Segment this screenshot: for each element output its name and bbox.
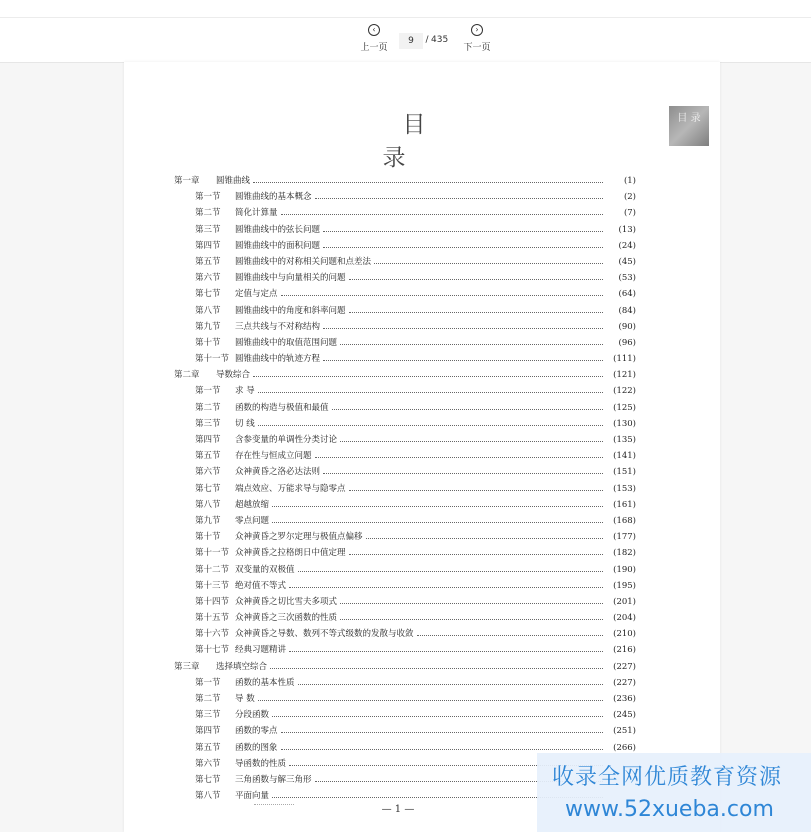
toc-title: 圆锥曲线中的对称相关问题和点差法 xyxy=(235,256,372,267)
toc-title: 定值与定点 xyxy=(235,289,278,300)
toc-page-number: (2) xyxy=(623,192,636,203)
toc-page-number: (84) xyxy=(618,305,636,316)
toc-page-number: (266) xyxy=(613,742,636,753)
toc-page-number: (96) xyxy=(618,337,636,348)
page-separator: / xyxy=(425,35,429,45)
toc-section-row xyxy=(174,594,636,610)
toc-page-number: (24) xyxy=(618,240,636,251)
toc-page-number: (204) xyxy=(613,613,636,624)
toc-title: 双变量的双极值 xyxy=(235,564,295,575)
toc-page-number: (90) xyxy=(618,321,636,332)
toc-number: 第一章 xyxy=(174,176,200,186)
toc-number: 第十五节 xyxy=(195,613,230,624)
toc-page-number: (121) xyxy=(613,370,636,381)
toc-title: 三点共线与不对称结构 xyxy=(235,321,321,332)
toc-leader-dots xyxy=(272,513,603,523)
page-total: 435 xyxy=(431,35,449,45)
page-number-input[interactable] xyxy=(399,33,423,49)
toc-section-row xyxy=(174,610,636,626)
toc-page-number: (64) xyxy=(618,289,636,300)
toc-section-row xyxy=(174,497,636,513)
toc-number: 第十一节 xyxy=(195,548,230,559)
toc-leader-dots xyxy=(298,562,603,572)
toc-title: 经典习题精讲 xyxy=(235,645,287,656)
toc-title: 求 导 xyxy=(235,386,255,397)
toc-number: 第一节 xyxy=(195,192,221,203)
toc-section-row xyxy=(174,286,636,302)
toc-page-number: (195) xyxy=(613,580,636,591)
prev-page-button[interactable] xyxy=(354,24,394,53)
toc-leader-dots xyxy=(281,740,603,750)
toc-number: 第十七节 xyxy=(195,645,230,656)
toc-page-number: (1) xyxy=(623,176,636,186)
page-footer: — 1 — xyxy=(381,804,415,815)
watermark-text-2: www.52xueba.com xyxy=(565,797,774,822)
toc-leader-dots xyxy=(272,497,603,507)
toc-section-row xyxy=(174,335,636,351)
toc-number: 第五节 xyxy=(195,742,221,753)
toc-page-number: (201) xyxy=(613,596,636,607)
toc-leader-dots xyxy=(366,529,603,539)
toc-chapter-row xyxy=(174,367,636,383)
toc-number: 第三节 xyxy=(195,418,221,429)
toc-title: 众神黄昏之切比雪夫多项式 xyxy=(235,596,338,607)
toc-section-row xyxy=(174,416,636,432)
toc-number: 第二节 xyxy=(195,694,221,704)
toc-number: 第六节 xyxy=(195,467,221,478)
toc-page-number: (13) xyxy=(618,224,636,235)
toc-title: 端点效应、万能求导与隐零点 xyxy=(235,483,346,494)
toc-leader-dots xyxy=(349,545,603,555)
toc-page-number: (125) xyxy=(613,402,636,413)
toc-number: 第七节 xyxy=(195,774,221,785)
next-page-label: 下一页 xyxy=(463,43,491,53)
viewer-toolbar xyxy=(0,18,811,63)
toc-title: 众神黄昏之三次函数的性质 xyxy=(235,613,338,624)
toc-page-number: (168) xyxy=(613,515,636,526)
next-page-button[interactable] xyxy=(457,24,497,53)
toc-section-row xyxy=(174,432,636,448)
toc-page-number: (141) xyxy=(613,451,636,462)
toc-number: 第二节 xyxy=(195,208,221,219)
toc-number: 第八节 xyxy=(195,305,221,316)
toc-title: 绝对值不等式 xyxy=(235,580,287,591)
toc-title: 圆锥曲线中的面积问题 xyxy=(235,240,321,251)
toc-leader-dots xyxy=(417,626,603,636)
toc-number: 第四节 xyxy=(195,435,221,445)
toc-title: 圆锥曲线中与向量相关的问题 xyxy=(235,273,346,284)
toc-leader-dots xyxy=(298,675,603,685)
toc-section-row xyxy=(174,545,636,561)
toc-number: 第十四节 xyxy=(195,596,230,607)
toc-leader-dots xyxy=(289,578,603,588)
toc-leader-dots xyxy=(281,205,603,215)
prev-page-label: 上一页 xyxy=(360,43,388,53)
toc-leader-dots xyxy=(340,335,603,345)
toc-title: 切 线 xyxy=(235,418,255,429)
toc-leader-dots xyxy=(258,416,603,426)
toc-leader-dots xyxy=(253,367,603,377)
toc-section-row xyxy=(174,675,636,691)
toc-title: 众神黄昏之拉格朗日中值定理 xyxy=(235,548,346,559)
toc-leader-dots xyxy=(281,723,603,733)
toc-section-row xyxy=(174,238,636,254)
toc-number: 第二章 xyxy=(174,370,200,381)
toc-leader-dots xyxy=(374,254,603,264)
toc-page-number: (53) xyxy=(618,273,636,284)
toc-leader-dots xyxy=(323,464,603,474)
toc-section-row xyxy=(174,464,636,480)
toc-section-row xyxy=(174,254,636,270)
toc-title: 圆锥曲线中的取值范围问题 xyxy=(235,337,338,348)
toc-section-row xyxy=(174,578,636,594)
toc-leader-dots xyxy=(323,351,603,361)
toc-title: 三角函数与解三角形 xyxy=(235,774,312,785)
toc-leader-dots xyxy=(349,303,603,313)
toc-page-number: (227) xyxy=(613,661,636,672)
toc-section-row xyxy=(174,642,636,658)
toc-leader-dots xyxy=(315,189,603,199)
toc-page-number: (190) xyxy=(613,564,636,575)
toc-page-number: (210) xyxy=(613,629,636,640)
toc-section-row xyxy=(174,400,636,416)
toc-number: 第十六节 xyxy=(195,629,230,640)
toc-leader-dots xyxy=(315,448,603,458)
toc-section-row xyxy=(174,626,636,642)
toc-leader-dots xyxy=(270,659,603,669)
toc-title: 零点问题 xyxy=(235,515,270,526)
toc-number: 第十一节 xyxy=(195,354,230,365)
toc-page-number: (111) xyxy=(613,354,636,365)
toc-section-row xyxy=(174,383,636,399)
toc-page-number: (151) xyxy=(613,467,636,478)
toc-title: 圆锥曲线 xyxy=(216,176,251,186)
toc-number: 第八节 xyxy=(195,499,221,510)
toc-title: 众神黄昏之洛必达法则 xyxy=(235,467,321,478)
toc-leader-dots xyxy=(253,173,603,183)
toc-title: 含参变量的单调性分类讨论 xyxy=(235,435,338,445)
toc-number: 第十三节 xyxy=(195,580,230,591)
toc-number: 第十二节 xyxy=(195,564,230,575)
toc-title: 圆锥曲线的基本概念 xyxy=(235,192,312,203)
toc-number: 第四节 xyxy=(195,726,221,737)
toc-title: 简化计算量 xyxy=(235,208,278,219)
toc-number: 第六节 xyxy=(195,273,221,284)
toc-title: 导数综合 xyxy=(216,370,251,381)
toc-section-row xyxy=(174,351,636,367)
toc-title: 圆锥曲线中的弦长问题 xyxy=(235,224,321,235)
toc-chapter-row xyxy=(174,659,636,675)
toc-title: 众神黄昏之导数、数列不等式级数的发散与收敛 xyxy=(235,629,414,640)
toc-page-number: (153) xyxy=(613,483,636,494)
toc-section-row xyxy=(174,723,636,739)
chevron-left-icon: ‹ xyxy=(368,24,380,36)
toc-page-number: (177) xyxy=(613,532,636,543)
toc-title: 超越放缩 xyxy=(235,499,270,510)
toc-section-row xyxy=(174,691,636,707)
toc-leader-dots xyxy=(289,642,603,652)
document-page xyxy=(124,62,720,832)
toc-page-number: (236) xyxy=(613,694,636,704)
toc-leader-dots xyxy=(340,432,603,442)
page-indicator xyxy=(399,33,453,49)
section-tab: 目 录 xyxy=(669,106,709,146)
toc-title: 函数的构造与极值和最值 xyxy=(235,402,329,413)
toc-leader-dots xyxy=(340,610,603,620)
toc-page-number: (251) xyxy=(613,726,636,737)
toc-section-row xyxy=(174,189,636,205)
table-of-contents xyxy=(174,173,636,804)
toc-number: 第十节 xyxy=(195,532,221,543)
toc-page-number: (135) xyxy=(613,435,636,445)
toc-section-row xyxy=(174,448,636,464)
toc-number: 第三章 xyxy=(174,661,200,672)
toc-section-row xyxy=(174,222,636,238)
toc-number: 第九节 xyxy=(195,321,221,332)
toc-number: 第六节 xyxy=(195,758,221,769)
watermark-text-1: 收录全网优质教育资源 xyxy=(552,765,783,790)
toc-leader-dots xyxy=(281,286,603,296)
toc-title: 函数的零点 xyxy=(235,726,278,737)
toc-title: 圆锥曲线中的轨迹方程 xyxy=(235,354,321,365)
toc-leader-dots xyxy=(258,383,603,393)
toc-section-row xyxy=(174,562,636,578)
toc-leader-dots xyxy=(323,222,603,232)
toc-number: 第七节 xyxy=(195,289,221,300)
toc-number: 第二节 xyxy=(195,402,221,413)
toc-title: 存在性与恒成立问题 xyxy=(235,451,312,462)
toc-leader-dots xyxy=(323,238,603,248)
toc-leader-dots xyxy=(323,319,603,329)
toc-number: 第五节 xyxy=(195,451,221,462)
toc-section-row xyxy=(174,481,636,497)
toc-page-number: (161) xyxy=(613,499,636,510)
toc-page-number: (227) xyxy=(613,677,636,688)
toc-title: 选择填空综合 xyxy=(216,661,268,672)
toc-number: 第一节 xyxy=(195,386,221,397)
toc-leader-dots xyxy=(349,481,603,491)
toc-section-row xyxy=(174,205,636,221)
toc-section-row xyxy=(174,319,636,335)
toc-number: 第三节 xyxy=(195,224,221,235)
toc-number: 第三节 xyxy=(195,710,221,721)
page-title: 目录 xyxy=(382,112,466,171)
toc-title: 平面向量 xyxy=(235,791,270,802)
toc-number: 第五节 xyxy=(195,256,221,267)
toc-number: 第八节 xyxy=(195,791,221,802)
toc-page-number: (122) xyxy=(613,386,636,397)
toc-chapter-row xyxy=(174,173,636,189)
toc-title: 导函数的性质 xyxy=(235,758,287,769)
toc-leader-dots xyxy=(258,691,603,701)
toc-page-number: (130) xyxy=(613,418,636,429)
toc-number: 第七节 xyxy=(195,483,221,494)
toc-page-number: (182) xyxy=(613,548,636,559)
toc-number: 第十节 xyxy=(195,337,221,348)
toc-title: 函数的图象 xyxy=(235,742,278,753)
toc-title: 分段函数 xyxy=(235,710,270,721)
toc-number: 第九节 xyxy=(195,515,221,526)
toc-section-row xyxy=(174,303,636,319)
watermark-banner xyxy=(537,753,811,832)
toc-number: 第四节 xyxy=(195,240,221,251)
toc-title: 众神黄昏之罗尔定理与极值点偏移 xyxy=(235,532,363,543)
toc-page-number: (7) xyxy=(623,208,636,219)
toc-title: 圆锥曲线中的角度和斜率问题 xyxy=(235,305,346,316)
top-strip xyxy=(0,0,811,18)
toc-section-row xyxy=(174,513,636,529)
toc-page-number: (245) xyxy=(613,710,636,721)
toc-title: 函数的基本性质 xyxy=(235,677,295,688)
scan-mark xyxy=(254,804,294,806)
toc-leader-dots xyxy=(349,270,603,280)
chevron-right-icon: › xyxy=(471,24,483,36)
toc-leader-dots xyxy=(272,707,603,717)
toc-leader-dots xyxy=(332,400,603,410)
toc-number: 第一节 xyxy=(195,677,221,688)
toc-section-row xyxy=(174,270,636,286)
toc-leader-dots xyxy=(340,594,603,604)
toc-page-number: (216) xyxy=(613,645,636,656)
toc-title: 导 数 xyxy=(235,694,255,704)
toc-section-row xyxy=(174,529,636,545)
toc-section-row xyxy=(174,707,636,723)
toc-page-number: (45) xyxy=(618,256,636,267)
